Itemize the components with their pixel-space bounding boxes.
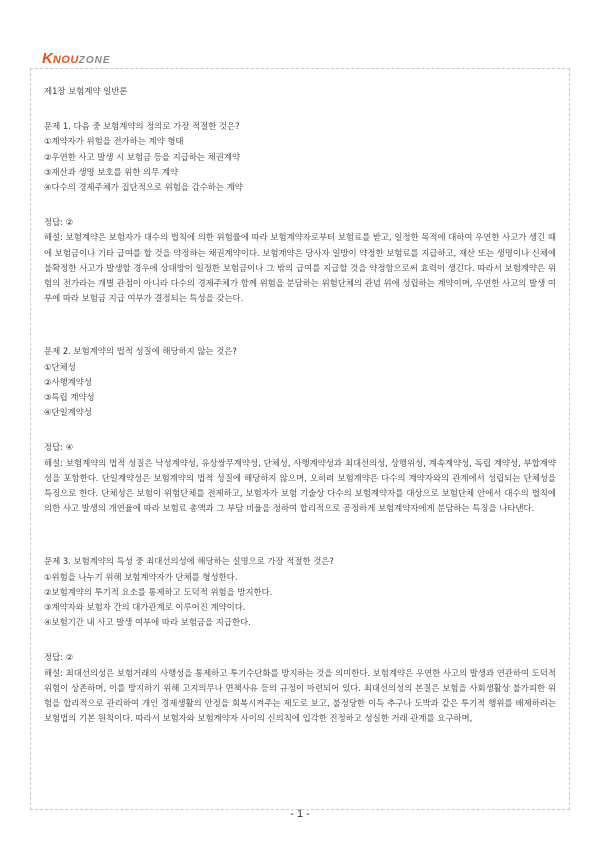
option-item: ②우연한 사고 발생 시 보험금 등을 지급하는 채권계약	[44, 151, 241, 162]
question-text: 문제 1. 다음 중 보험계약의 정의로 가장 적절한 것은?	[44, 121, 240, 132]
answer-text: 정답: ②	[44, 652, 74, 663]
page-number: - 1 -	[290, 808, 310, 820]
knouzone-logo	[42, 50, 111, 67]
option-item: ①위험을 나누기 위해 보험계약자가 단체를 형성한다.	[44, 571, 238, 582]
option-item: ②사행계약성	[44, 376, 92, 387]
answer-text: 정답: ④	[44, 442, 74, 453]
answer-text: 정답: ②	[44, 217, 74, 228]
question-block-3	[44, 554, 556, 726]
document-body	[44, 84, 556, 727]
explanation-text: 해설: 최대선의성은 보험거래의 사행성을 통제하고 투기수단화를 방지하는 것을 의미한다. 보험계약은 우연한 사고의 발생과 연관하여 도덕적 위험이 상존하며, 이를 방지하기 위해 고지의무나 면책사유 등의 규정이 마련되어 있다. 최대선의성의 본질은 보험을 사회생활상 불가피한 위험을 합리적으로 관리하여 개인 경제생활의 안정을 회복시켜주는 제도로 보고, 불정당한 이득 추구나 도박과 같은 투기적 행위를 배제하려는 보험법의 기본 원칙이다. 따라서 보험자와 보험계약자 사이의 신의칙에 입각한 진정하고 성실한 거래 관계를 요구하며,	[44, 667, 556, 724]
chapter-title: 제1장 보험계약 일반론	[44, 86, 128, 96]
explanation-text: 해설: 보험계약은 보험자가 대수의 법칙에 의한 위험률에 따라 보험계약자로부터 보험료를 받고, 일정한 목적에 대하여 우연한 사고가 생긴 때에 보험금이나 기타 급여를 할 것을 약정하는 채권계약이다. 보험계약은 당사자 일방이 약정한 보험료를 지급하고, 재산 또는 생명이나 신체에 불확정한 사고가 발생할 경우에 상대방이 일정한 보험금이나 그 밖의 급여를 지급할 것을 약정함으로써 효력이 생긴다. 따라서 보험계약은 위험의 전가라는 개별 관점이 아니라 다수의 경제주체가 함께 위험을 분담하는 위험단체의 관념 위에 성립하는 계약이며, 우연한 사고의 발생 여부에 따라 보험금 지급 여부가 결정되는 특성을 갖는다.	[44, 232, 556, 304]
logo-zone: ZONE	[78, 55, 111, 66]
option-item: ④보험기간 내 사고 발생 여부에 따라 보험금을 지급한다.	[44, 617, 251, 628]
logo-now: NOU	[52, 54, 79, 66]
question-text: 문제 2. 보험계약의 법적 성질에 해당하지 않는 것은?	[44, 346, 237, 357]
option-item: ①단체성	[44, 361, 76, 372]
question-text: 문제 3. 보험계약의 특성 중 최대선의성에 해당하는 설명으로 가장 적절한 것은?	[44, 556, 334, 567]
question-block-1	[44, 119, 556, 306]
option-item: ④단일계약성	[44, 407, 92, 418]
option-item: ④다수의 경제주체가 집단적으로 위험을 감수하는 계약	[44, 182, 243, 193]
option-item: ③계약자와 보험자 간의 대가관계로 이루어진 계약이다.	[44, 602, 246, 613]
explanation-text: 해설: 보험계약의 법적 성질은 낙성계약성, 유상쌍무계약성, 단체성, 사행계약성과 최대선의성, 상행위성, 계속계약성, 독립 계약성, 부합계약성을 포함한다. 단일계약성은 보험계약의 법적 성질에 해당하지 않으며, 오히려 보험계약은 다수의 계약자와의 관계에서 성립되는 단체성을 특징으로 한다. 단체성은 보험이 위험단체를 전제하고, 보험자가 보험 기술상 다수의 보험계약자를 대상으로 보험단체 안에서 대수의 법칙에 의한 사고 발생의 개연율에 따라 보험료 총액과 그 부담 비율을 정하여 합리적으로 공정하게 보험계약자에게 분담하는 특징을 나타낸다.	[44, 457, 556, 514]
option-item: ③재산과 생명 보호를 위한 의무 계약	[44, 166, 179, 177]
option-item: ②보험계약의 투기적 요소를 통제하고 도덕적 위험을 방지한다.	[44, 586, 273, 597]
logo-k: K	[42, 50, 53, 67]
option-item: ③특립 계약성	[44, 392, 95, 403]
option-item: ①계약자가 위험을 전가하는 계약 형태	[44, 136, 184, 147]
question-block-2	[44, 344, 556, 516]
